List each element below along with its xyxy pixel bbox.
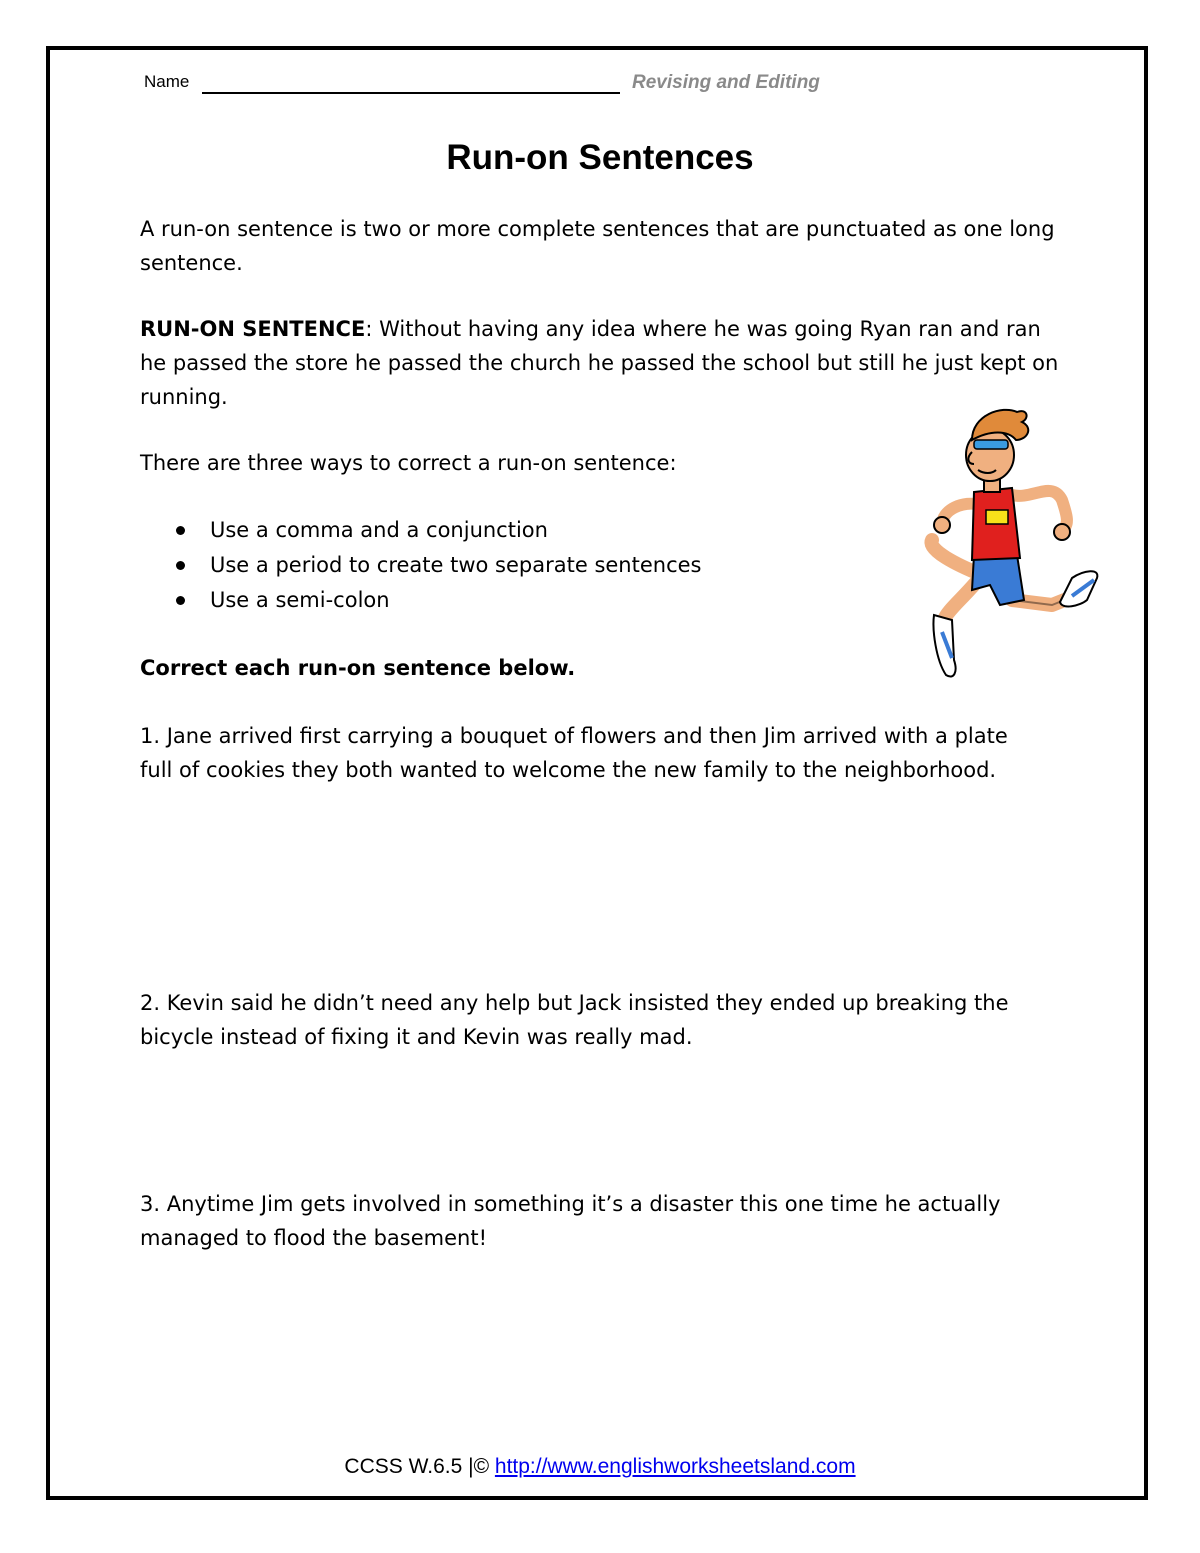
instruction: Correct each run-on sentence below.	[140, 656, 576, 680]
example-paragraph	[140, 312, 1070, 414]
name-label: Name	[144, 72, 190, 91]
list-item: Use a semi-colon	[140, 583, 701, 618]
question-3: 3. Anytime Jim gets involved in something it’s a disaster this one time he actually managed to flood the basement!	[140, 1192, 1001, 1250]
example-label: RUN-ON SENTENCE	[140, 317, 366, 341]
footer-standard: CCSS W.6.5 |©	[344, 1455, 490, 1478]
list-item: Use a period to create two separate sentences	[140, 548, 701, 583]
definition-paragraph: A run-on sentence is two or more complete sentences that are punctuated as one long sentence.	[140, 217, 1055, 275]
bullet-icon	[176, 596, 185, 605]
example-separator: :	[365, 317, 380, 341]
ways-intro: There are three ways to correct a run-on sentence:	[140, 451, 677, 475]
list-item: Use a comma and a conjunction	[140, 513, 701, 548]
name-line	[202, 92, 620, 94]
runner-illustration	[912, 400, 1102, 685]
header-tag: Revising and Editing	[632, 72, 820, 93]
ways-list	[140, 513, 701, 618]
footer-link[interactable]: http://www.englishworksheetsland.com	[494, 1455, 856, 1478]
question-2: 2. Kevin said he didn’t need any help but Jack insisted they ended up breaking the bicycle instead of fixing it and Kevin was really mad.	[140, 991, 1009, 1049]
bullet-icon	[176, 526, 185, 535]
bullet-icon	[176, 561, 185, 570]
page-title: Run-on Sentences	[446, 138, 754, 177]
footer	[0, 1455, 1200, 1479]
example-text: Without having any idea where he was going Ryan ran and ran he passed the store he passed the church he passed the school but still he just kept on running.	[140, 317, 1059, 409]
question-1: 1. Jane arrived first carrying a bouquet of flowers and then Jim arrived with a plate full of cookies they both wanted to welcome the new family to the neighborhood.	[140, 724, 1008, 782]
